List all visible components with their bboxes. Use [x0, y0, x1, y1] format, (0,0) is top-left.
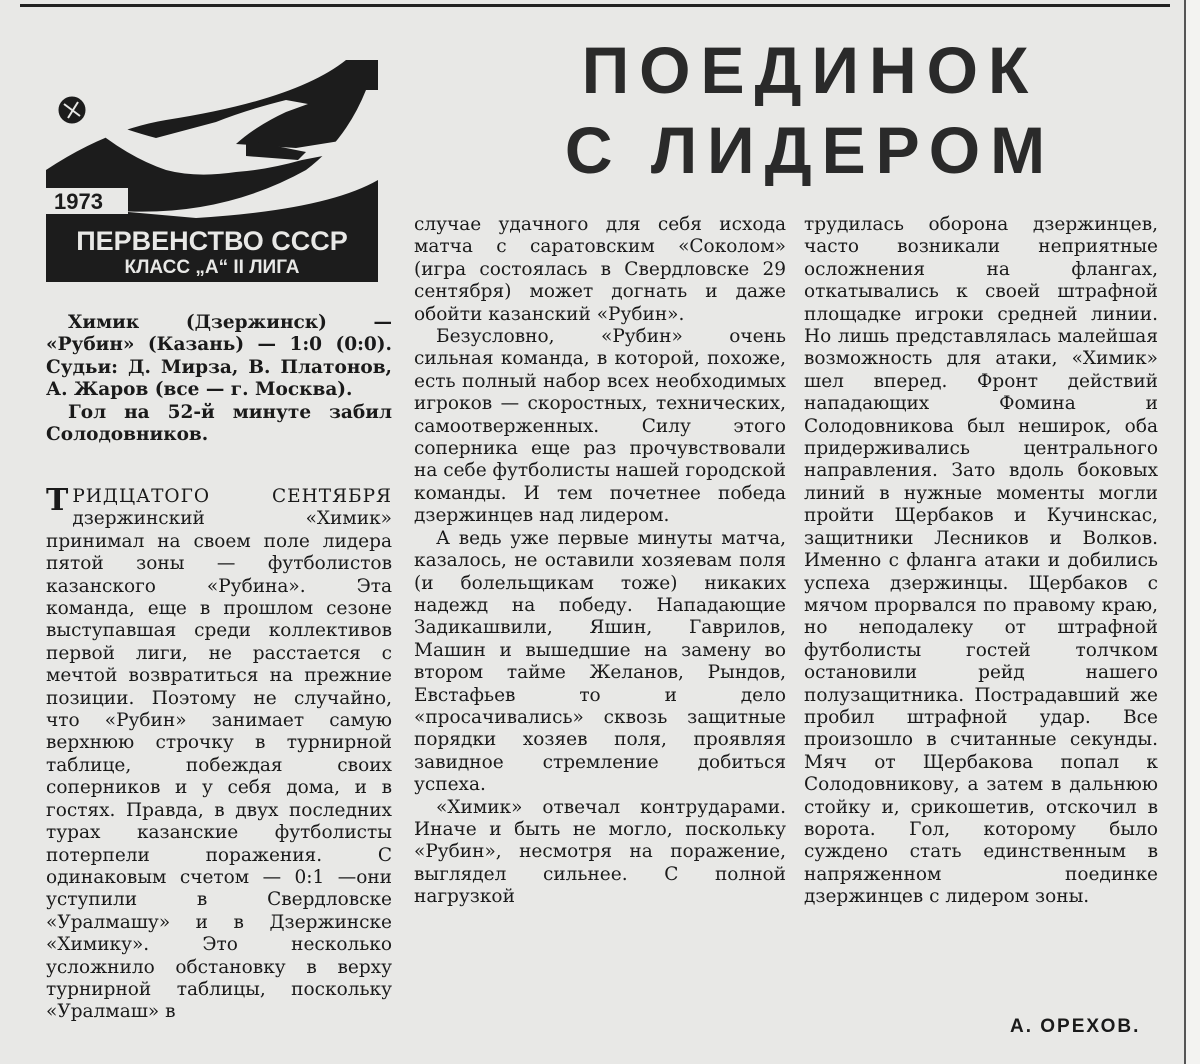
paragraph: А ведь уже первые минуты матча, казалось, не оставили хозяевам поля (и болельщикам тоже) никаких надежд на победу. Нападающие Задикашвили, Яшин, Гаврилов, Машин и вышедшие на замену во втором тайме Желанов, Рындов, Евстафьев то и дело «просачивались» сквозь защитные порядки хозяев поля, проявляя завидное стремление добиться успеха.	[414, 527, 786, 796]
headline-line-2: С ЛИДЕРОМ	[564, 113, 1056, 187]
headline-line-1: ПОЕДИНОК	[581, 33, 1039, 107]
page-edge	[1184, 0, 1200, 1064]
logo-title: ПЕРВЕНСТВО СССР	[76, 226, 348, 256]
logo-subtitle: КЛАСС „А“ II ЛИГА	[124, 257, 300, 278]
headline	[510, 30, 1110, 190]
paragraph: трудилась оборона дзержинцев, часто возникали неприятные осложнения на флангах, откатывались к своей штрафной площадке игроки средней линии. Но лишь представлялась малейшая возможность для атаки, «Химик» шел вперед. Фронт действий нападающих Фомина и Солодовникова был неширок, оба придерживались центрального направления. Зато вдоль боковых линий в нужные моменты могли пройти Щербаков и Кучинскас, защитники Лесников и Волков. Именно с фланга атаки и добились успеха дзержинцы. Щербаков с мячом прорвался по правому краю, но неподалеку от штрафной футболисты гостей толчком остановили рейд нашего полузащитника. Пострадавший же пробил штрафной удар. Все произошло в считанные секунды. Мяч от Щербакова попал к Солодовникову, а затем в дальнюю стойку и, срикошетив, отскочил в ворота. Гол, которому было суждено стать единственным в напряженном поединке дзержинцев с лидером зоны.	[804, 214, 1158, 908]
paragraph: Безусловно, «Рубин» очень сильная команда, в которой, похоже, есть полный набор всех необходимых игроков — скоростных, технических, самоотверженных. Силу этого соперника еще раз прочувствовали на себе футболисты нашей городской команды. И тем почетнее победа дзержинцев над лидером.	[414, 326, 786, 527]
match-summary	[46, 312, 392, 446]
article-column-2	[414, 214, 786, 909]
article-column-1	[46, 483, 392, 1024]
summary-goal: Гол на 52-й минуте забил Солодовников.	[46, 401, 392, 446]
goalkeeper-emblem	[46, 60, 378, 282]
summary-result: Химик (Дзержинск) — «Рубин» (Казань) — 1:0 (0:0). Судьи: Д. Мирза, В. Платонов, А. Жаров (все — г. Москва).	[46, 312, 392, 401]
championship-logo	[46, 60, 378, 282]
author-signature: А. ОРЕХОВ.	[1010, 1016, 1141, 1037]
lead-paragraph	[46, 483, 392, 1024]
drop-cap: Т	[46, 483, 69, 518]
lead-caps: РИДЦАТОГО СЕНТЯБРЯ	[72, 486, 392, 507]
paragraph: случае удачного для себя исхода матча с саратовским «Соколом» (игра состоялась в Свердловске 29 сентября) может догнать и даже обойти казанский «Рубин».	[414, 214, 786, 325]
logo-year: 1973	[54, 189, 103, 214]
lead-text: дзержинский «Химик» принимал на своем поле лидера пятой зоны — футболистов казанского «Рубина». Эта команда, еще в прошлом сезоне выступавшая среди коллективов первой лиги, не расстается с мечтой возвратиться на прежние позиции. Поэтому не случайно, что «Рубин» занимает самую верхнюю строчку в турнирной таблице, побеждая своих соперников и у себя дома, и в гостях. Правда, в двух последних турах казанские футболисты потерпели поражения. С одинаковым счетом — 0:1 —они уступили в Свердловске «Уралмашу» и в Дзержинске «Химику». Это несколько усложнило обстановку в верху турнирной таблицы, поскольку «Уралмаш» в	[46, 508, 392, 1023]
paragraph: «Химик» отвечал контрударами. Иначе и быть не могло, поскольку «Рубин», несмотря на поражение, выглядел сильнее. С полной нагрузкой	[414, 796, 786, 908]
top-rule	[20, 4, 1170, 7]
article-column-3	[804, 214, 1158, 909]
